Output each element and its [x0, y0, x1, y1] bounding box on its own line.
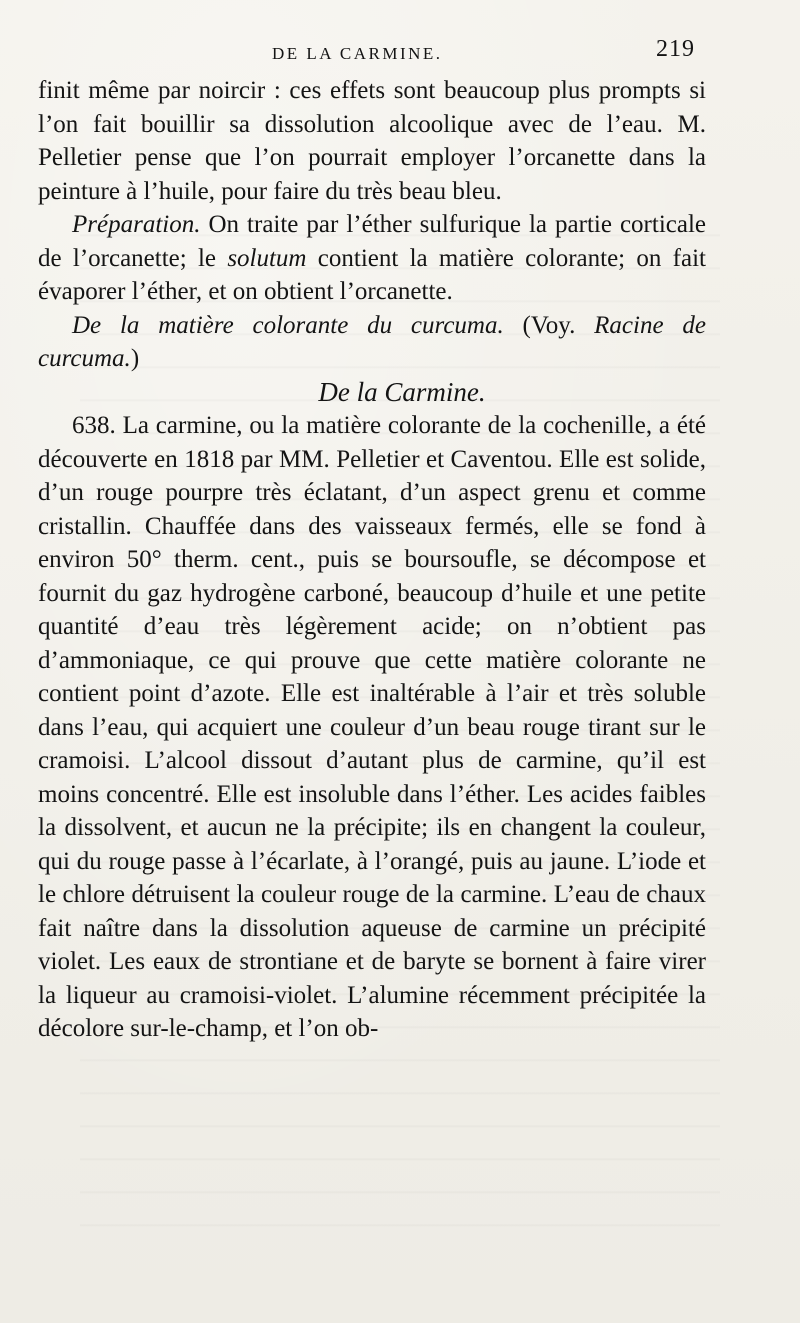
curcuma-text-b: ) — [130, 345, 140, 372]
paragraph-continuation: finit même par noircir : ces effets sont beaucoup plus prompts si l’on fait bouillir sa dissolution alcoolique avec de l’eau. M. Pelletier pense que l’on pourrait employer l’orcanette dans la peinture à l’huile, pour faire du très beau bleu. — [38, 77, 706, 205]
page-number: 219 — [656, 36, 695, 62]
preparation-text-b: contient la matière colorante; on fait évaporer l’éther, et on obtient l’orcanette. — [38, 244, 706, 305]
curcuma-text-a: (Voy. — [503, 311, 595, 339]
section-title: De la Carmine. — [318, 376, 486, 407]
paragraph-638: 638. La carmine, ou la matière colorante de la cochenille, a été découverte en 1818 par MM. Pelletier et Caventou. Elle est solide, d’un rouge pourpre très éclatant, d’un aspect grenu et comme cristallin. Chauffée dans des vaisseaux fermés, elle se fond à environ 50° therm. cent., puis se boursoufle, se décompose et fournit du gaz hydrogène carboné, beaucoup d’huile et une petite quantité d’eau très légèrement acide; on n’obtient pas d’ammoniaque, ce qui prouve que cette matière colorante ne contient point d’azote. Elle est inaltérable à l’air et très soluble dans l’eau, qui acquiert une couleur d’un beau rouge tirant sur le cramoisi. L’alcool dissout d’autant plus de carmine, qu’il est moins concentré. Elle est insoluble dans l’éther. Les acides faibles la dissolvent, et aucun ne la précipite; ils en changent la couleur, qui du rouge passe à l’écarlate, à l’orangé, puis au jaune. L’iode et le chlore détruisent la couleur rouge de la carmine. L’eau de chaux fait naître dans la dissolution aqueuse de carmine un précipité violet. Les eaux de strontiane et de baryte se bornent à faire virer la liqueur au cramoisi-violet. L’alumine récemment précipitée la décolore sur-le-champ, et l’on ob- — [38, 412, 706, 1042]
running-title: DE LA CARMINE. — [272, 44, 443, 63]
paragraph-preparation — [38, 208, 706, 309]
solutum-term: solutum — [227, 244, 307, 272]
running-header — [0, 36, 800, 66]
paragraph-curcuma — [38, 309, 706, 376]
preparation-label: Préparation. — [72, 211, 201, 238]
text-block — [38, 74, 706, 1046]
preparation-text-a: On traite par l’éther sulfurique la partie corticale de l’orcanette; le — [38, 211, 706, 272]
curcuma-heading: De la matière colorante du curcuma. — [72, 311, 504, 339]
curcuma-reference: Racine de curcuma. — [38, 311, 706, 372]
